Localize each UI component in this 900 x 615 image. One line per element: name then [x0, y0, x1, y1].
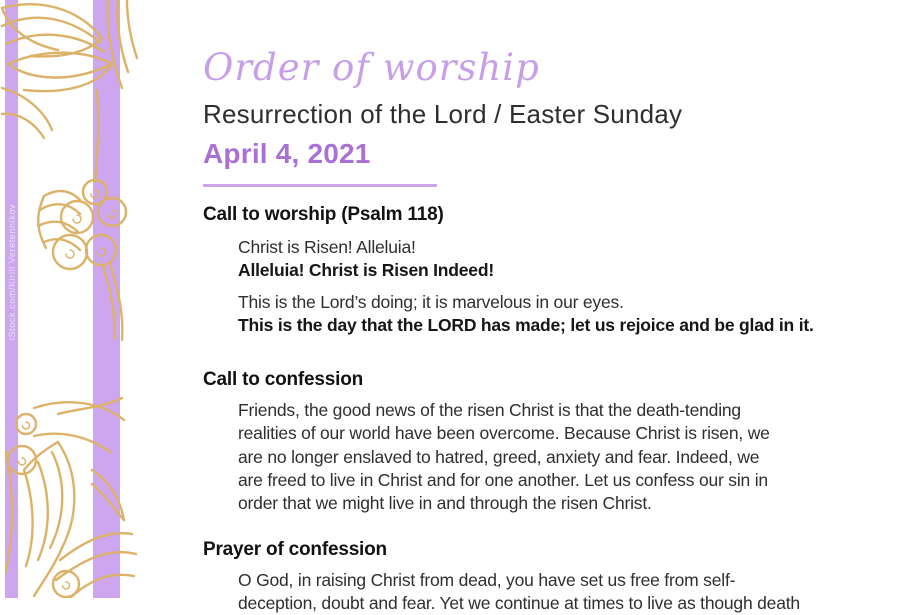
liturgy-group — [238, 569, 883, 615]
liturgy-line: realities of our world have been overcome. Because Christ is risen, we — [238, 423, 770, 444]
section — [203, 368, 883, 515]
liturgy-line: deception, doubt and fear. Yet we continue at times to live as though death — [238, 592, 800, 613]
section-heading: Prayer of confession — [203, 538, 387, 560]
liturgy-line: are freed to live in Christ and for one another. Let us confess our sin in — [238, 470, 768, 491]
liturgy-line: This is the Lord’s doing; it is marvelous in our eyes. — [238, 291, 624, 312]
liturgy-line: Friends, the good news of the risen Christ is that the death-tending — [238, 400, 741, 421]
liturgy-line: order that we might live in and through the risen Christ. — [238, 493, 652, 514]
liturgy-line: are no longer enslaved to hatred, greed, anxiety and fear. Indeed, we — [238, 446, 760, 467]
liturgy-line: O God, in raising Christ from dead, you have set us free from self- — [238, 569, 736, 590]
liturgy-group — [238, 291, 883, 338]
section — [203, 203, 883, 337]
decorative-side-band — [0, 0, 150, 598]
page-title: Resurrection of the Lord / Easter Sunday — [203, 99, 683, 129]
section-heading: Call to worship (Psalm 118) — [203, 204, 444, 225]
liturgy-group — [238, 399, 883, 515]
page-title-script: Order of worship — [203, 46, 540, 89]
liturgy-line: Christ is Risen! Alleluia! — [238, 237, 416, 257]
service-date: April 4, 2021 — [203, 138, 371, 169]
section — [203, 538, 883, 615]
congregation-response-line: Alleluia! Christ is Risen Indeed! — [238, 260, 494, 281]
section-heading: Call to confession — [203, 369, 364, 391]
stock-attribution-watermark: iStock.com/Kirill Veretennikov — [7, 203, 17, 341]
header-divider — [203, 184, 437, 187]
botanical-line-art — [0, 0, 150, 598]
bulletin-page — [203, 0, 883, 615]
congregation-response-line: This is the day that the LORD has made; let us rejoice and be glad in it. — [238, 314, 814, 335]
liturgy-group — [238, 236, 883, 283]
worship-sections — [203, 203, 883, 615]
